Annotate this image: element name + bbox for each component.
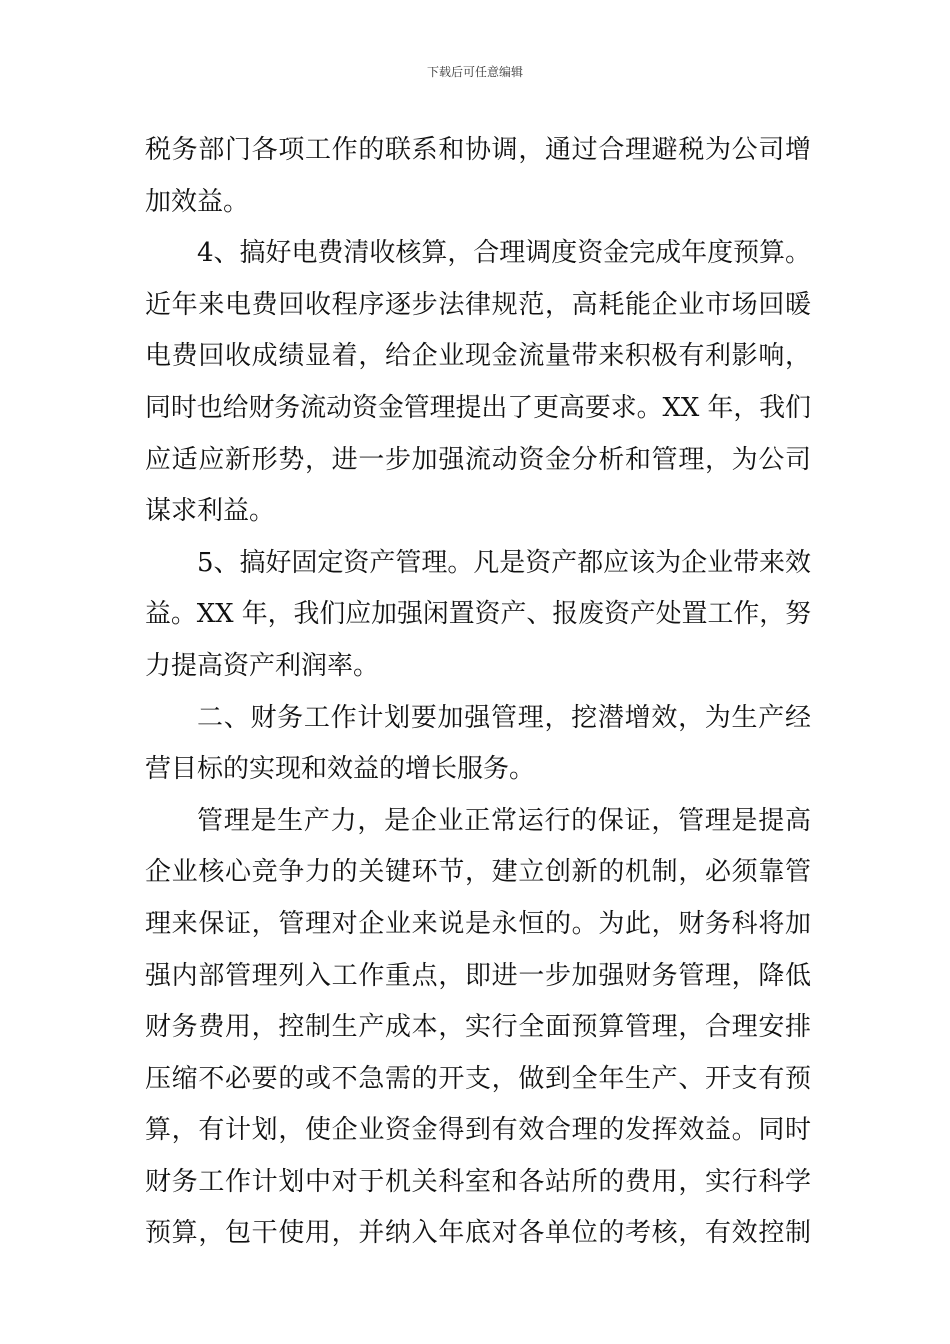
text-line: 财务费用，控制生产成本，实行全面预算管理，合理安排	[145, 1012, 812, 1043]
text-line: 力提高资产利润率。	[145, 650, 380, 681]
document-body	[145, 128, 811, 1263]
text-line: 4、搞好电费清收核算，合理调度资金完成年度预算。	[197, 238, 811, 269]
text-line: 理来保证，管理对企业来说是永恒的。为此，财务科将加	[145, 908, 812, 939]
text-line: 预算，包干使用，并纳入年底对各单位的考核，有效控制	[145, 1218, 812, 1249]
text-line: 电费回收成绩显着，给企业现金流量带来积极有利影响，	[145, 341, 812, 372]
text-line: 财务工作计划中对于机关科室和各站所的费用，实行科学	[145, 1166, 812, 1197]
text-line: 税务部门各项工作的联系和协调，通过合理避税为公司增	[145, 135, 812, 165]
text-line: 强内部管理列入工作重点，即进一步加强财务管理，降低	[145, 960, 812, 991]
text-line: 5、搞好固定资产管理。凡是资产都应该为企业带来效	[197, 547, 811, 578]
text-line: 益。XX 年，我们应加强闲置资产、报废资产处置工作，努	[145, 599, 811, 630]
text-line: 加效益。	[145, 186, 250, 217]
page-header: 下载后可任意编辑	[426, 65, 523, 79]
text-line: 谋求利益。	[145, 496, 276, 527]
text-line: 管理是生产力，是企业正常运行的保证，管理是提高	[197, 805, 812, 836]
text-line: 营目标的实现和效益的增长服务。	[145, 754, 536, 785]
text-line: 压缩不必要的或不急需的开支，做到全年生产、开支有预	[145, 1063, 812, 1094]
text-line: 同时也给财务流动资金管理提出了更高要求。XX 年，我们	[145, 392, 811, 423]
text-line: 算，有计划，使企业资金得到有效合理的发挥效益。同时	[145, 1115, 812, 1146]
text-line: 二、财务工作计划要加强管理，挖潜增效，为生产经	[197, 702, 812, 733]
text-line: 企业核心竞争力的关键环节，建立创新的机制，必须靠管	[145, 857, 812, 888]
text-line: 近年来电费回收程序逐步法律规范，高耗能企业市场回暖	[145, 289, 812, 320]
text-line: 应适应新形势，进一步加强流动资金分析和管理，为公司	[145, 444, 812, 475]
